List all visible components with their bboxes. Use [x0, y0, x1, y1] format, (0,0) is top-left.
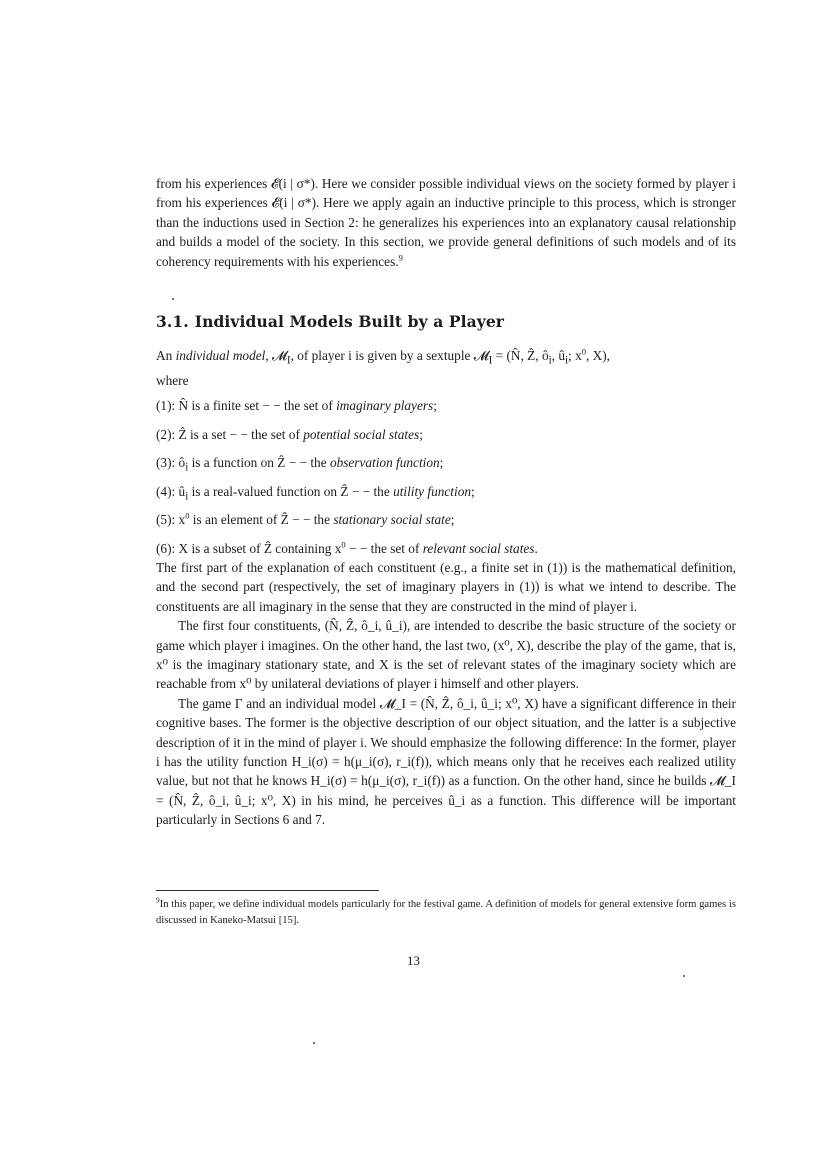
item-label: (3):: [156, 455, 179, 471]
intro-rest4: ; x: [568, 348, 582, 363]
item-term: relevant social states: [422, 540, 535, 556]
footnote-rule: [156, 890, 379, 891]
intro-rest2: = (N̂, Ẑ, ô: [492, 348, 549, 363]
item-math2: is an element of Ẑ − − the: [189, 512, 334, 528]
footnote-number: 9: [156, 895, 160, 905]
item-end: ;: [450, 512, 455, 528]
item-sup: 0: [341, 539, 346, 550]
item-sub: i: [185, 490, 189, 503]
intro-rest5: , X),: [585, 348, 610, 363]
item-math: x: [178, 512, 186, 528]
item-end: ;: [471, 483, 475, 499]
footnote: [156, 897, 736, 928]
item-term: imaginary players: [336, 398, 434, 413]
item-term: utility function: [393, 483, 471, 499]
item-math: N̂ is a finite set − − the set of: [178, 398, 337, 413]
intro-rest2-sub: i: [548, 354, 552, 367]
opening-paragraph: [156, 174, 736, 271]
list-item: [156, 453, 736, 482]
item-label: (6):: [156, 540, 179, 556]
item-term: stationary social state: [333, 512, 451, 528]
item-label: (1):: [156, 398, 179, 413]
item-math2: − − the set of: [345, 540, 423, 556]
intro-symbol: , 𝓜: [265, 348, 287, 363]
item-end: ;: [433, 398, 437, 413]
intro-paragraph: [156, 346, 736, 390]
item-math2: is a function on Ẑ − − the: [188, 455, 330, 471]
item-math: Ẑ is a set − − the set of: [178, 426, 304, 442]
intro-rest3-sub: i: [564, 354, 569, 367]
section-title: Individual Models Built by a Player: [194, 312, 505, 331]
item-math: û: [178, 483, 186, 499]
intro-rest4-sup: 0: [581, 346, 586, 357]
item-label: (5):: [156, 512, 179, 528]
scan-speck: [683, 975, 685, 977]
item-end: ;: [439, 455, 444, 471]
scan-speck: [313, 1042, 315, 1044]
intro-symbol-sub: I: [286, 354, 291, 367]
item-sup: 0: [185, 510, 190, 521]
section-heading: [156, 312, 504, 331]
footnote-text: In this paper, we define individual models particularly for the festival game. A definition of models for general extensive form games is discussed in Kaneko-Matsui [15].: [156, 899, 736, 926]
intro-rest: , of player i is given by a sextuple 𝓜: [290, 348, 489, 363]
explanation-paragraph: The first part of the explanation of each constituent (e.g., a finite set in (1)) is the mathematical definition, and the second part (respectively, the set of imaginary players in (1)) is what we intend to describe. The constituents are all imaginary in the sense that they are constructed in the mind of player i.: [156, 560, 736, 614]
footnote-mark: 9: [398, 252, 403, 263]
item-math: X is a subset of Ẑ containing x: [178, 540, 342, 556]
intro-rest3: , û: [551, 348, 565, 363]
item-term: potential social states: [303, 426, 420, 442]
item-math2: is a real-valued function on Ẑ − − the: [188, 483, 394, 499]
list-item: [156, 396, 736, 425]
intro-where: where: [156, 373, 189, 389]
page-number: 13: [407, 953, 420, 968]
list-item: [156, 510, 736, 539]
constituent-list: [156, 396, 736, 568]
scan-speck: [172, 298, 174, 300]
item-sub: i: [185, 461, 189, 474]
list-item: [156, 425, 736, 454]
intro-prefix: An: [156, 348, 176, 363]
body-paragraphs: [156, 558, 736, 830]
intro-rest-sub: I: [488, 354, 493, 367]
intro-term: individual model: [175, 348, 266, 363]
item-label: (2):: [156, 426, 179, 442]
list-item: [156, 482, 736, 511]
opening-paragraph-text: from his experiences 𝓔(i | σ*). Here we consider possible individual views on the society formed by player i from his experiences 𝓔(i | σ*). Here we apply again an inductive principle to this process, which is stronger than the inductions used in Section 2: he generalizes his experiences into an explanatory causal relationship and builds a model of the society. In this section, we provide general definitions of such models and of its coherency requirements with his experiences.: [156, 176, 736, 269]
first-four-paragraph: The first four constituents, (N̂, Ẑ, ô_i, û_i), are intended to describe the basic structure of the society or game which player i imagines. On the other hand, the last two, (x⁰, X), describe the play of the game, that is, x⁰ is the imaginary stationary state, and X is the set of relevant states of the imaginary society which are reachable from x⁰ by unilateral deviations of player i himself and other players.: [156, 618, 736, 692]
item-label: (4):: [156, 483, 179, 499]
item-end: .: [534, 540, 538, 556]
game-paragraph: The game Γ and an individual model 𝓜_I = (N̂, Ẑ, ô_i, û_i; x⁰, X) have a significant difference in their cognitive bases. The former is the objective description of our object situation, and the latter is a subjective description of it in the mind of player i. We should emphasize the following difference: In the former, player i has the utility function H_i(σ) = h(μ_i(σ), r_i(f)), which means only that he receives each realized utility value, but not that he knows H_i(σ) = h(μ_i(σ), r_i(f)) as a function. On the other hand, since he builds 𝓜_I = (N̂, Ẑ, ô_i, û_i; x⁰, X) in his mind, he perceives û_i as a function. This difference will be important particularly in Sections 6 and 7.: [156, 695, 736, 828]
section-number: 3.1.: [156, 312, 189, 331]
item-term: observation function: [329, 455, 440, 471]
item-end: ;: [419, 426, 423, 442]
item-math: ô: [178, 455, 186, 471]
